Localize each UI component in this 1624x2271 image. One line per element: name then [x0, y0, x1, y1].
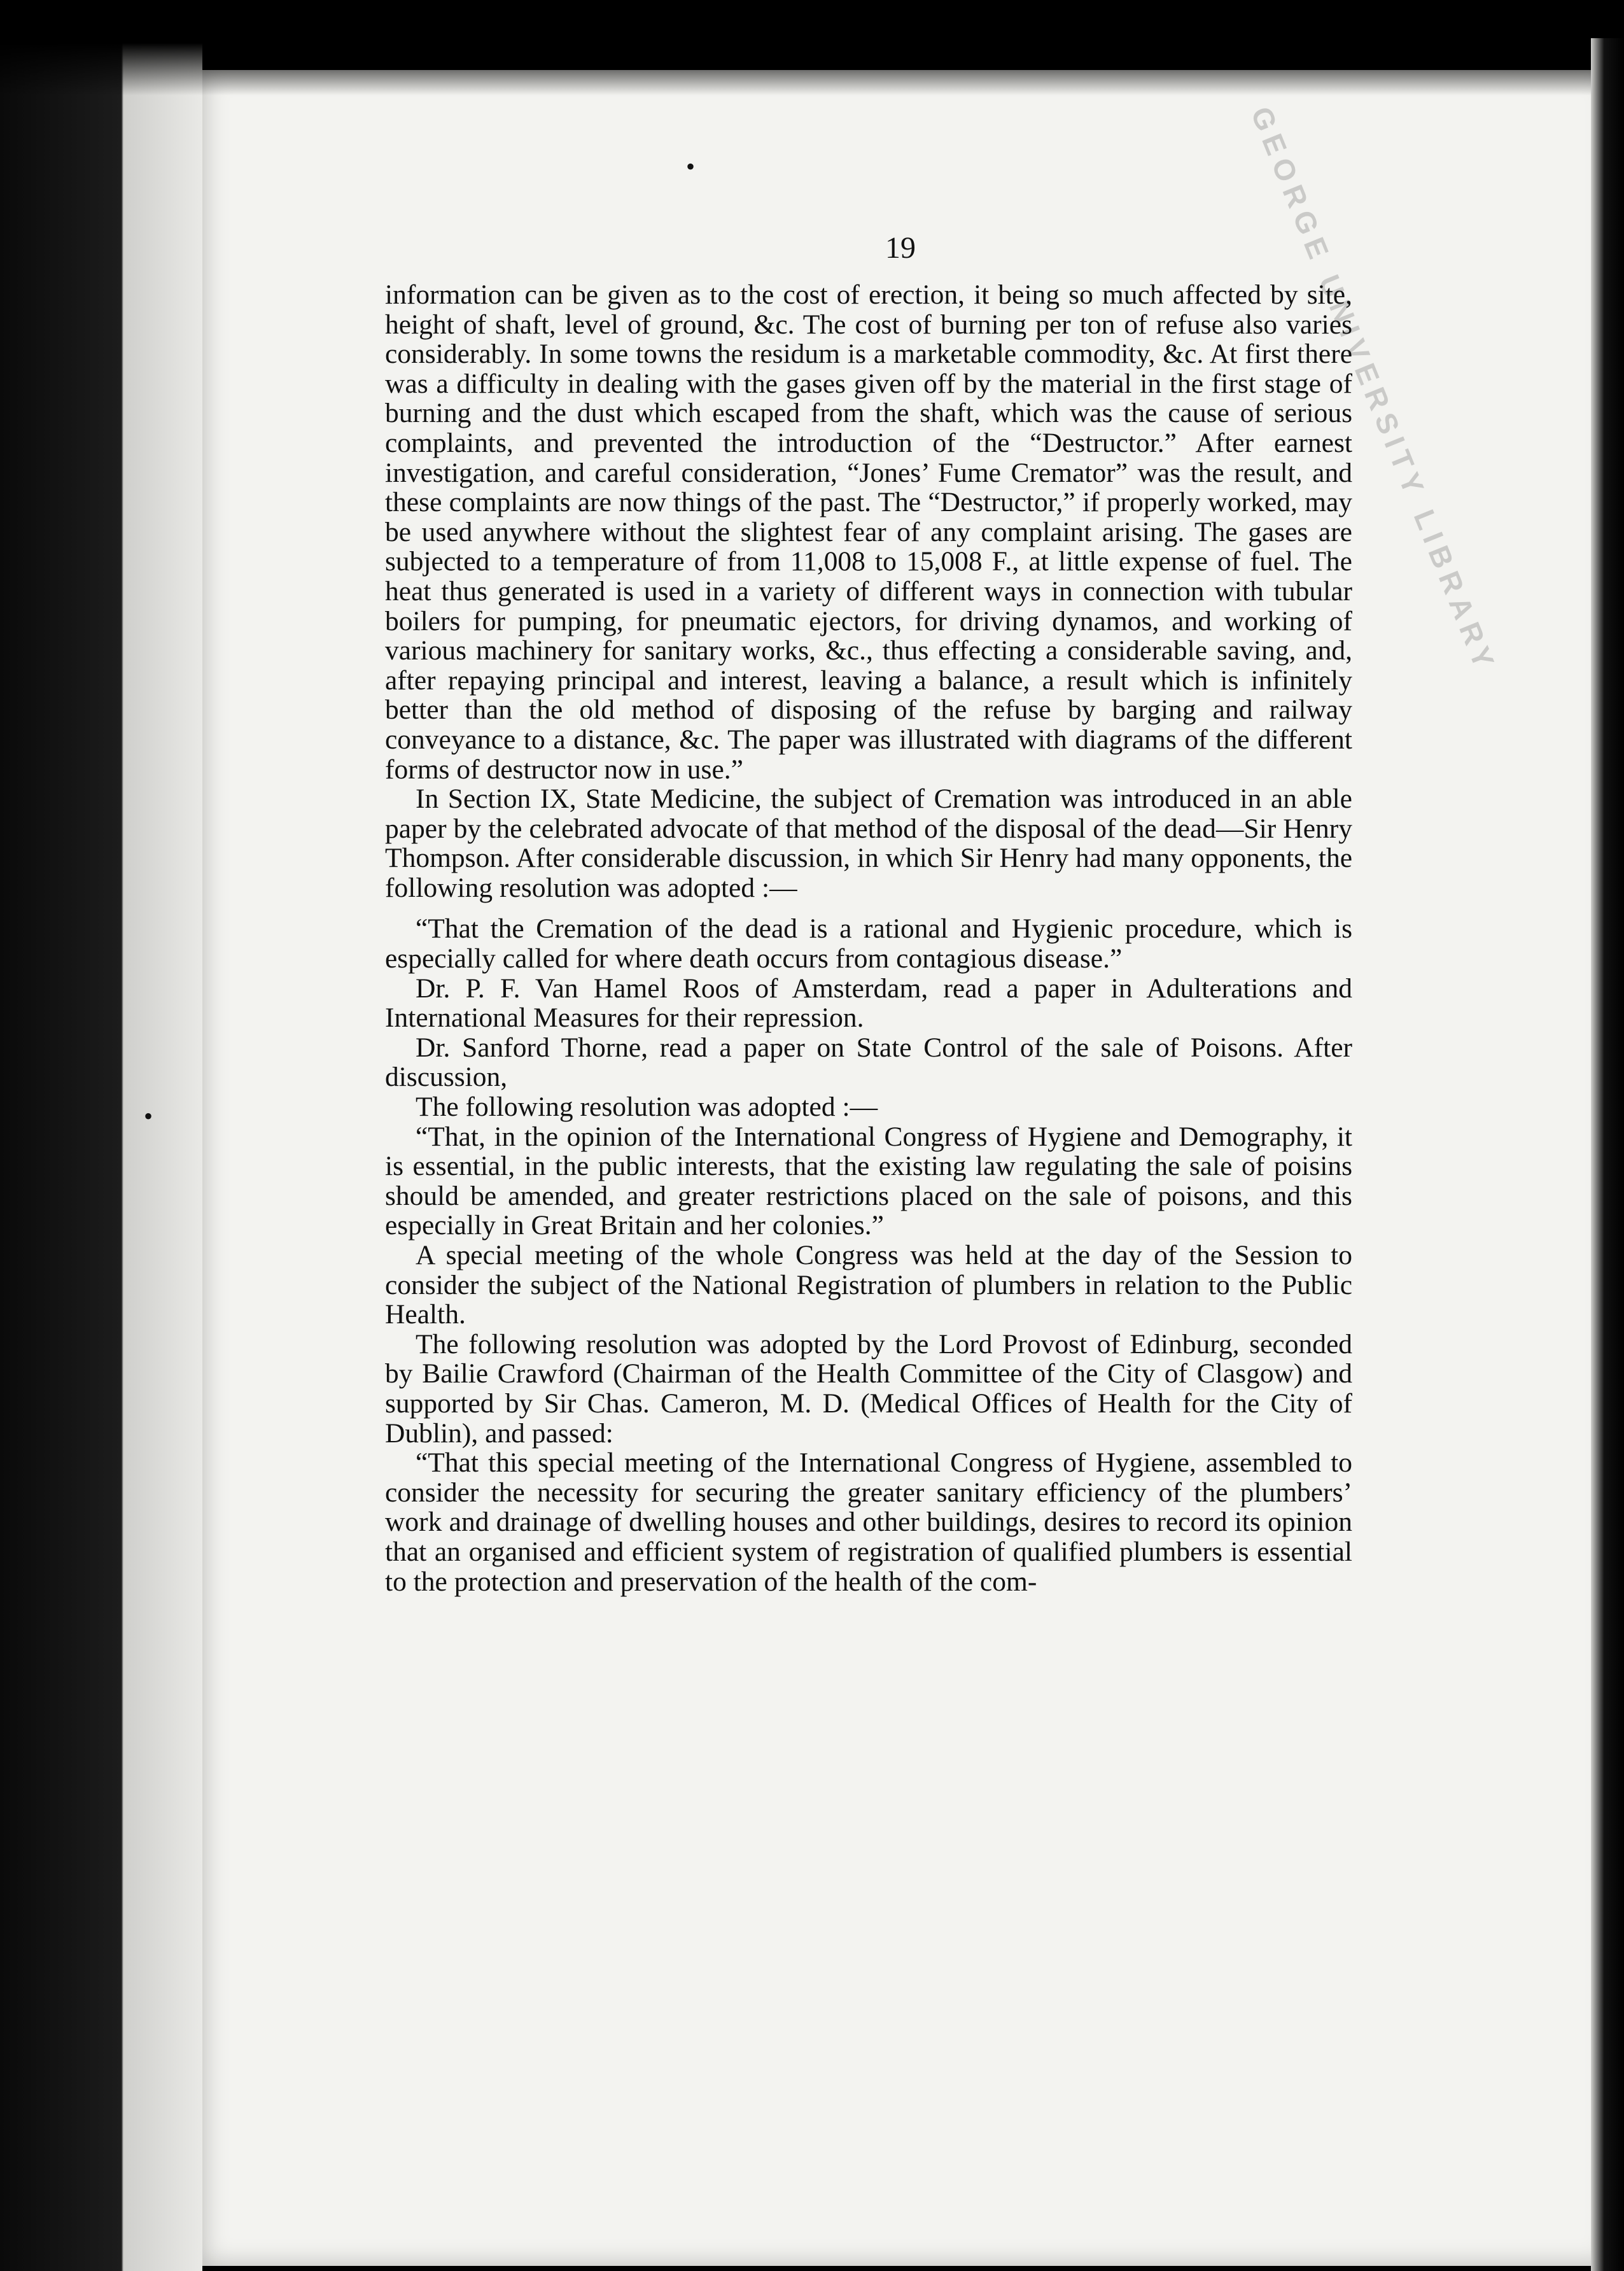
- paragraph: In Section IX, State Medicine, the subject of Cremation was introduced in an able paper by the celebrated advocate of that method of the disposal of the dead—Sir Henry Thompson. After considerable discussion, in which Sir Henry had many opponents, the following resolution was adopted :—: [385, 784, 1352, 903]
- paragraph: “That the Cremation of the dead is a rational and Hygienic procedure, which is especially called for where death occurs from contagious disease.”: [385, 913, 1352, 974]
- paragraph: The following resolution was adopted :—: [416, 1092, 878, 1123]
- paragraph: A special meeting of the whole Congress was held at the day of the Session to consider the subject of the National Registration of plumbers in relation to the Public Health.: [385, 1240, 1352, 1330]
- paragraph: The following resolution was adopted by the Lord Provost of Edinburg, seconded by Bailie Crawford (Chairman of the Health Committee of the City of Clasgow) and supported by Sir Chas. Cameron, M. D. (Medical Offices of Health for the City of Dublin), and passed:: [385, 1328, 1352, 1449]
- left-page-edge: [0, 0, 202, 2271]
- paragraph: “That, in the opinion of the International Congress of Hygiene and Demography, it is essential, in the public interests, that the existing law regulating the sale of poisins should be amended, and greater restrictions placed on the sale of poisons, and this especially in Great Britain and her colonies.”: [385, 1121, 1352, 1241]
- right-page-edge: [1591, 38, 1624, 2271]
- paragraph: “That this special meeting of the International Congress of Hygiene, assembled to consider the necessity for securing the greater sanitary efficiency of the plumbers’ work and drainage of dwelling houses and other buildings, desires to record its opinion that an organised and efficient system of registration of qualified plumbers is essential to the protection and preservation of the health of the com-: [385, 1447, 1352, 1597]
- torn-top-edge: [0, 0, 1624, 95]
- paragraph: Dr. Sanford Thorne, read a paper on State Control of the sale of Poisons. After discussion,: [385, 1032, 1352, 1093]
- page-number: 19: [885, 231, 916, 265]
- paragraph: information can be given as to the cost of erection, it being so much affected by site, height of shaft, level of ground, &c. The cost of burning per ton of refuse also varies considerably. In some towns the residum is a marketable commodity, &c. At first there was a difficulty in dealing with the gases given off by the material in the first stage of burning and the dust which escaped from the shaft, which was the cause of serious complaints, and prevented the introduction of the “Destructor.” After earnest investigation, and careful consideration, “Jones’ Fume Cremator” was the result, and these complaints are now things of the past. The “Destructor,” if properly worked, may be used anywhere without the slightest fear of any complaint arising. The gases are subjected to a temperature of from 11,008 to 15,008 F., at little expense of fuel. The heat thus generated is used in a variety of different ways in connection with tubular boilers for pumping, for pneumatic ejectors, for driving dynamos, and working of various machinery for sanitary works, &c., thus effecting a considerable saving, and, after repaying principal and interest, leaving a balance, a result which is infinitely better than the old method of disposing of the refuse by barging and railway conveyance to a distance, &c. The paper was illustrated with diagrams of the different forms of destructor now in use.”: [385, 279, 1352, 785]
- body-text: [385, 280, 1352, 1596]
- paragraph: Dr. P. F. Van Hamel Roos of Amsterdam, read a paper in Adulterations and International Measures for their repression.: [385, 973, 1352, 1034]
- ink-speck: •: [144, 1102, 153, 1130]
- library-stamp-text: GEORGE UNIVERSITY LIBRARY: [1244, 102, 1503, 678]
- ink-speck: •: [686, 152, 696, 181]
